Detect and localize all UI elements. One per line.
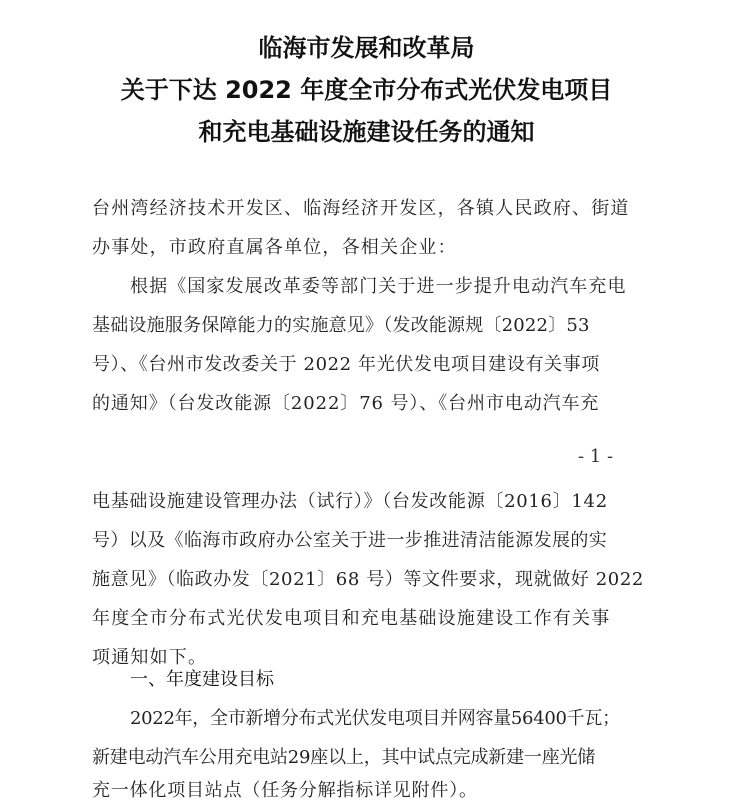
recipients-line-2: 办事处，市政府直属各单位，各相关企业： — [92, 237, 457, 258]
body-line: 项通知如下。 — [92, 647, 208, 668]
page-number: - 1 - — [578, 446, 614, 467]
notice-title-line-1: 关于下达 2022 年度全市分布式光伏发电项目 — [120, 76, 613, 104]
body-line: 电基础设施建设管理办法（试行）》（台发改能源〔2016〕142 — [92, 491, 608, 512]
body-line: 施意见》（临政办发〔2021〕68 号）等文件要求，现就做好 2022 — [92, 569, 644, 590]
body-line: 充一体化项目站点（任务分解指标详见附件）。 — [92, 780, 478, 801]
body-line: 根据《国家发展改革委等部门关于进一步提升电动汽车充电 — [130, 276, 627, 297]
body-line: 2022年，全市新增分布式光伏发电项目并网容量56400千瓦； — [130, 708, 620, 729]
recipients-line-1: 台州湾经济技术开发区、临海经济开发区，各镇人民政府、街道 — [92, 198, 630, 219]
section-heading: 一、年度建设目标 — [130, 669, 274, 690]
body-line: 新建电动汽车公用充电站29座以上，其中试点完成新建一座光储 — [92, 747, 596, 768]
issuer-title: 临海市发展和改革局 — [258, 34, 475, 62]
notice-title-line-2: 和充电基础设施建设任务的通知 — [198, 118, 535, 146]
body-line: 号）以及《临海市政府办公室关于进一步推进清洁能源发展的实 — [92, 530, 608, 551]
body-line: 基础设施服务保障能力的实施意见》（发改能源规〔2022〕53 — [92, 315, 590, 336]
body-line: 的通知》（台发改能源〔2022〕76 号）、《台州市电动汽车充 — [92, 393, 600, 414]
body-line: 号）、《台州市发改委关于 2022 年光伏发电项目建设有关事项 — [92, 354, 600, 375]
body-line: 年度全市分布式光伏发电项目和充电基础设施建设工作有关事 — [92, 608, 611, 629]
